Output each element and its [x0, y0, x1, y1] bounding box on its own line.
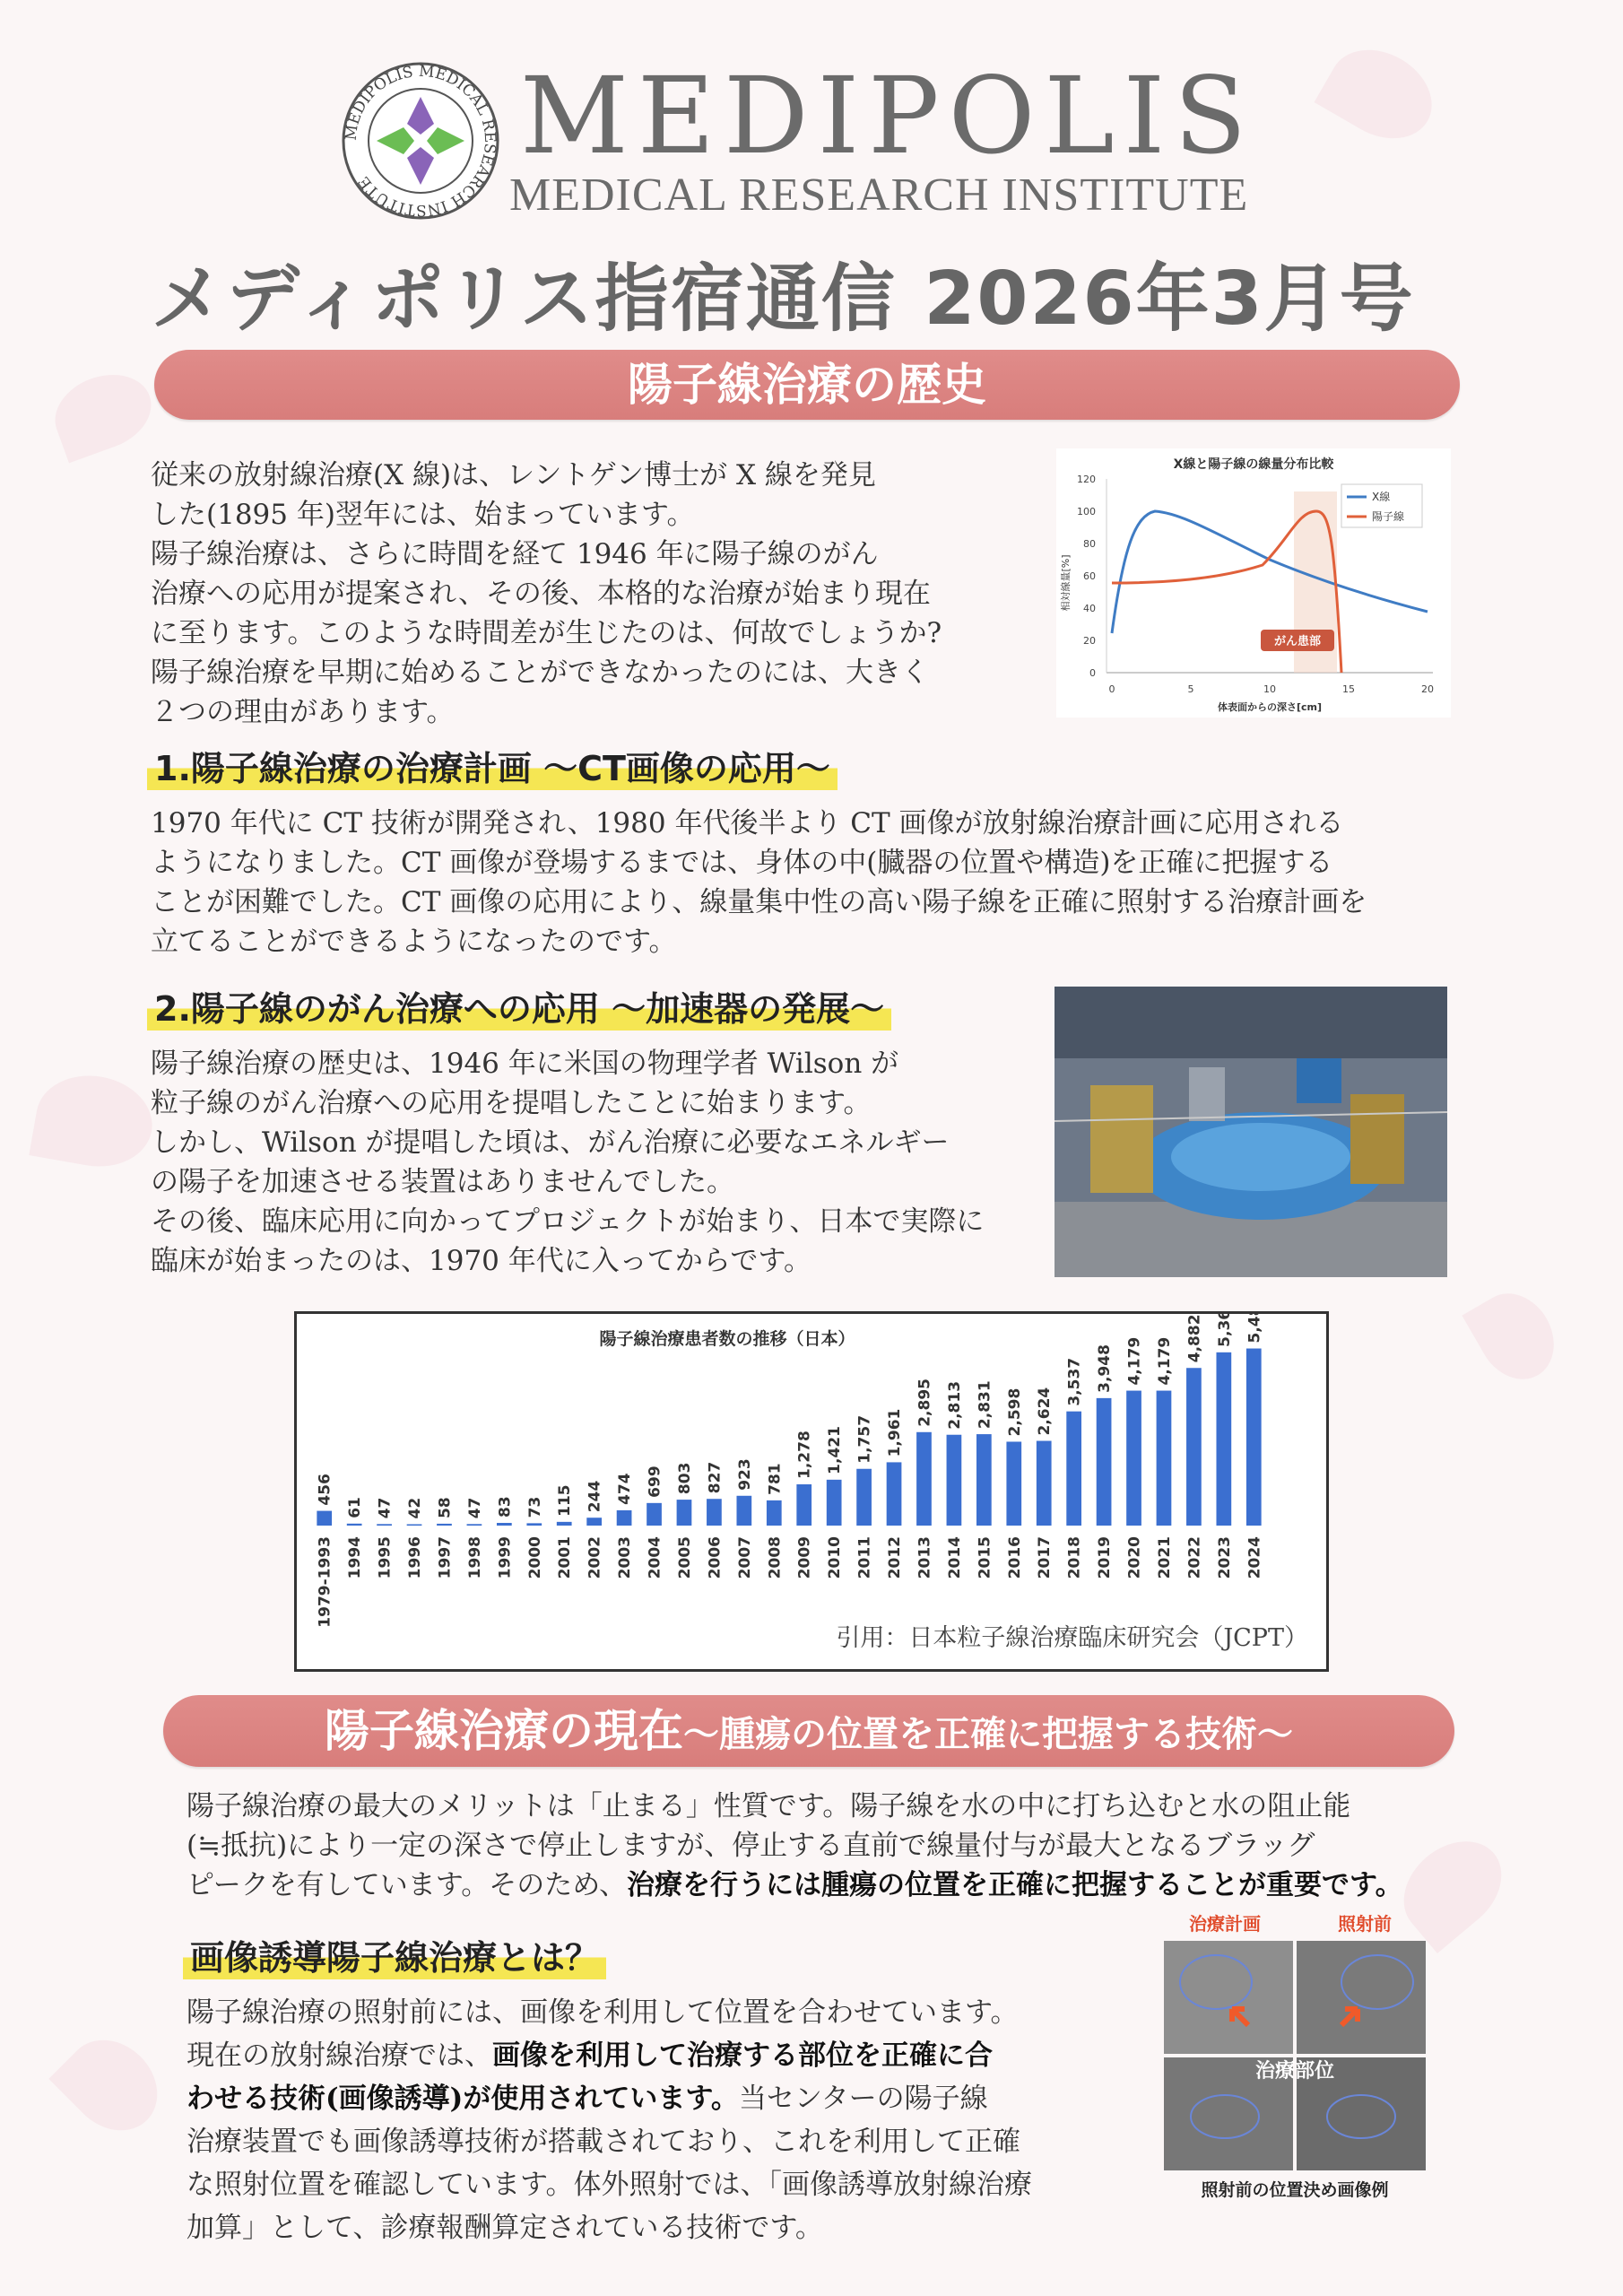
- text-line: 治療装置でも画像誘導技術が搭載されており、これを利用して正確: [187, 2126, 1020, 2158]
- data-label: 803: [675, 1462, 694, 1495]
- emphasis-text: 治療を行うには腫瘍の位置を正確に把握することが重要です。: [627, 1869, 1403, 1901]
- bar-2022: [1186, 1368, 1202, 1526]
- subsection-ct-text: [151, 804, 1478, 961]
- text-span: 当センターの陽子線: [738, 2083, 988, 2115]
- background-petal: [1462, 1280, 1568, 1394]
- brand-subtitle: MEDICAL RESEARCH INSTITUTE: [509, 170, 1249, 221]
- category-label: 2005: [675, 1536, 694, 1579]
- text-line: 陽子線治療の最大のメリットは「止まる」性質です。陽子線を水の中に打ち込むと水の阻止能: [187, 1790, 1351, 1822]
- text-line: に至ります。このような時間差が生じたのは、何故でしょうか?: [151, 617, 942, 649]
- text-line: した(1895 年)翌年には、始まっています。: [151, 499, 695, 531]
- x-tick: 5: [1187, 683, 1194, 695]
- category-label: 2020: [1125, 1536, 1144, 1579]
- bar-2010: [827, 1480, 842, 1526]
- y-tick: 100: [1077, 506, 1096, 517]
- category-label: 1997: [436, 1536, 455, 1579]
- data-label: 4,179: [1155, 1336, 1174, 1386]
- label-plan: 治療計画: [1189, 1913, 1261, 1935]
- text-line: の陽子を加速させる装置はありませんでした。: [151, 1166, 734, 1198]
- bar-2008: [767, 1500, 782, 1526]
- y-tick: 120: [1077, 474, 1096, 485]
- plan-image-top: [1164, 1941, 1293, 2054]
- bar-2024: [1246, 1349, 1262, 1526]
- y-tick: 80: [1083, 538, 1096, 550]
- subsection-accelerator-text: [151, 1044, 1047, 1281]
- data-label: 3,537: [1065, 1357, 1084, 1406]
- banner-sub-text: ～腫瘍の位置を正確に把握する技術～: [683, 1714, 1293, 1755]
- subsection-ct-heading: [147, 741, 838, 790]
- category-label: 2018: [1065, 1536, 1084, 1579]
- text-line: 粒子線のがん治療への応用を提唱したことに始まります。: [151, 1087, 872, 1119]
- label-before: 照射前: [1338, 1913, 1392, 1935]
- category-label: 2012: [886, 1536, 905, 1579]
- bar-2015: [976, 1434, 992, 1526]
- category-label: 2021: [1155, 1536, 1174, 1579]
- bar-2016: [1006, 1441, 1021, 1526]
- igpt-paragraph: [187, 1991, 1137, 2249]
- svg-text:MEDIPOLIS MEDICAL RESEARCH INS: MEDIPOLIS MEDICAL RESEARCH INSTITUTE: [342, 62, 499, 220]
- x-tick: 20: [1421, 683, 1434, 695]
- category-label: 2022: [1185, 1536, 1204, 1579]
- patient-count-chart: [294, 1311, 1329, 1672]
- intro-paragraph: [151, 456, 1047, 732]
- issue-title: メディポリス指宿通信 2026年3月号: [151, 257, 1415, 342]
- category-label: 2016: [1005, 1536, 1024, 1579]
- bar-1996: [407, 1524, 422, 1526]
- bar-2007: [736, 1496, 751, 1526]
- bar-2013: [916, 1432, 932, 1526]
- category-label: 1994: [346, 1536, 365, 1579]
- category-label: 2010: [826, 1536, 845, 1579]
- data-label: 5,485: [1245, 1314, 1264, 1344]
- category-label: 1979-1993: [316, 1536, 334, 1628]
- bar-2001: [557, 1522, 572, 1526]
- bar-2014: [947, 1435, 962, 1526]
- category-label: 2017: [1036, 1536, 1055, 1579]
- bar-2018: [1066, 1412, 1081, 1526]
- bar-2004: [647, 1503, 662, 1526]
- dose-distribution-chart: [1056, 448, 1451, 718]
- chart-source: 引用：日本粒子線治療臨床研究会（JCPT）: [836, 1624, 1308, 1652]
- heading-text: 1.陽子線治療の治療計画 ～CT画像の応用～: [147, 741, 838, 790]
- data-label: 2,895: [916, 1378, 934, 1427]
- accelerator-photo: [1055, 987, 1447, 1277]
- text-span: ピークを有しています。そのため、: [187, 1869, 628, 1901]
- label-target: 治療部位: [1254, 2060, 1335, 2083]
- bar-2003: [617, 1510, 632, 1526]
- text-line: 治療への応用が提案され、その後、本格的な治療が始まり現在: [151, 578, 931, 610]
- data-label: 1,421: [826, 1426, 845, 1474]
- category-label: 2019: [1096, 1536, 1115, 1579]
- data-label: 5,366: [1215, 1314, 1234, 1347]
- tumor-label: がん患部: [1273, 635, 1322, 648]
- category-label: 2003: [616, 1536, 635, 1579]
- y-tick: 0: [1089, 667, 1096, 679]
- x-tick: 0: [1108, 683, 1115, 695]
- text-line: その後、臨床応用に向かってプロジェクトが始まり、日本で実際に: [151, 1205, 985, 1238]
- institute-logo: [341, 61, 500, 221]
- legend-proton: 陽子線: [1372, 510, 1405, 523]
- y-tick: 40: [1083, 603, 1096, 614]
- category-label: 2011: [855, 1536, 874, 1579]
- background-petal: [1315, 32, 1448, 156]
- image-caption: 照射前の位置決め画像例: [1201, 2180, 1389, 2200]
- data-label: 2,598: [1005, 1387, 1024, 1437]
- category-label: 2000: [525, 1536, 544, 1579]
- text-line: 加算」として、診療報酬算定されている技術です。: [187, 2212, 823, 2244]
- category-label: 1995: [376, 1536, 395, 1579]
- category-label: 2002: [586, 1536, 604, 1579]
- category-label: 2006: [706, 1536, 725, 1579]
- image-guidance-example: [1162, 1910, 1428, 2205]
- category-label: 1998: [465, 1536, 484, 1579]
- data-label: 61: [346, 1497, 365, 1518]
- x-tick: 15: [1342, 683, 1355, 695]
- category-label: 1996: [406, 1536, 425, 1579]
- text-line: (≒抵抗)により一定の深さで停止しますが、停止する直前で線量付与が最大となるブラッグ: [187, 1830, 1315, 1862]
- x-tick: 10: [1263, 683, 1276, 695]
- data-label: 4,179: [1125, 1336, 1144, 1386]
- text-line: 陽子線治療は、さらに時間を経て 1946 年に陽子線のがん: [151, 538, 879, 570]
- text-line: しかし、Wilson が提唱した頃は、がん治療に必要なエネルギー: [151, 1126, 950, 1159]
- category-label: 2013: [916, 1536, 934, 1579]
- data-label: 474: [616, 1473, 635, 1505]
- data-label: 2,831: [976, 1380, 994, 1430]
- text-span: 現在の放射線治療では、: [187, 2039, 492, 2072]
- subsection-igpt-heading: [183, 1930, 606, 1979]
- y-tick: 60: [1083, 570, 1096, 582]
- xray-dose-curve: [1112, 511, 1428, 633]
- text-line: 1970 年代に CT 技術が開発され、1980 年代後半より CT 画像が放射線治療計画に応用される: [151, 807, 1344, 839]
- bar-1979-1993: [317, 1511, 332, 1526]
- background-petal: [48, 2022, 175, 2148]
- dose-chart-title: X線と陽子線の線量分布比較: [1173, 457, 1334, 472]
- background-petal: [45, 362, 162, 464]
- section-banner-history: 陽子線治療の歴史: [154, 350, 1460, 420]
- bar-2020: [1126, 1391, 1141, 1526]
- emphasis-text: わせる技術(画像誘導)が使用されています。: [187, 2083, 739, 2115]
- y-tick: 20: [1083, 635, 1096, 647]
- text-line: 立てることができるようになったのです。: [151, 926, 677, 958]
- data-label: 1,278: [795, 1431, 814, 1479]
- text-line: [187, 1866, 1469, 1905]
- data-label: 2,813: [945, 1380, 964, 1430]
- data-label: 47: [376, 1497, 395, 1519]
- bar-2011: [856, 1469, 872, 1526]
- category-label: 2014: [945, 1536, 964, 1579]
- category-label: 2001: [556, 1536, 575, 1579]
- heading-text: 2.陽子線のがん治療への応用 ～加速器の発展～: [147, 981, 891, 1031]
- category-label: 2024: [1245, 1536, 1264, 1579]
- data-label: 923: [735, 1458, 754, 1491]
- data-label: 73: [525, 1496, 544, 1518]
- data-label: 1,757: [855, 1414, 874, 1464]
- data-label: 3,948: [1096, 1344, 1115, 1393]
- category-label: 2009: [795, 1536, 814, 1579]
- category-label: 2008: [766, 1536, 785, 1579]
- emphasis-text: 画像を利用して治療する部位を正確に合: [492, 2039, 993, 2072]
- data-label: 827: [706, 1461, 725, 1494]
- bar-2012: [887, 1462, 902, 1526]
- text-line: [187, 2034, 1137, 2077]
- text-line: 陽子線治療の歴史は、1946 年に米国の物理学者 Wilson が: [151, 1048, 899, 1080]
- text-line: ようになりました。CT 画像が登場するまでは、身体の中(臓器の位置や構造)を正確に把握する: [151, 847, 1333, 879]
- bar-1999: [497, 1523, 512, 1526]
- section-banner-present: [163, 1695, 1454, 1767]
- bar-2021: [1157, 1391, 1172, 1526]
- text-line: 陽子線治療を早期に始めることができなかったのには、大きく: [151, 657, 929, 689]
- text-line: 従来の放射線治療(X 線)は、レントゲン博士が X 線を発見: [151, 459, 876, 491]
- bar-2023: [1216, 1352, 1231, 1526]
- data-label: 1,961: [886, 1408, 905, 1457]
- background-petal: [29, 1066, 159, 1175]
- text-line: ２つの理由があります。: [151, 696, 455, 728]
- category-label: 2007: [735, 1536, 754, 1579]
- bar-1995: [377, 1524, 392, 1526]
- category-label: 2004: [646, 1536, 664, 1579]
- data-label: 4,882: [1185, 1314, 1204, 1363]
- legend-xray: X線: [1372, 491, 1391, 503]
- text-line: 臨床が始まったのは、1970 年代に入ってからです。: [151, 1245, 812, 1277]
- bar-2019: [1097, 1398, 1112, 1526]
- bar-2017: [1037, 1441, 1052, 1526]
- text-line: [187, 2077, 1137, 2120]
- bar-2000: [526, 1523, 542, 1526]
- bar-2009: [796, 1484, 812, 1526]
- text-line: な照射位置を確認しています。体外照射では、「画像誘導放射線治療: [187, 2169, 1033, 2201]
- data-label: 47: [465, 1497, 484, 1519]
- data-label: 2,624: [1036, 1387, 1055, 1436]
- data-label: 456: [316, 1474, 334, 1506]
- heading-text: 画像誘導陽子線治療とは？: [183, 1930, 606, 1979]
- bar-1998: [467, 1524, 482, 1526]
- data-label: 699: [646, 1465, 664, 1498]
- data-label: 115: [556, 1484, 575, 1517]
- data-label: 83: [496, 1496, 515, 1518]
- bar-2005: [677, 1500, 692, 1526]
- brand-name: MEDIPOLIS: [520, 54, 1256, 178]
- data-label: 244: [586, 1480, 604, 1513]
- bar-1997: [437, 1524, 452, 1526]
- category-label: 1999: [496, 1536, 515, 1579]
- dose-chart-ylabel: 相対線量[%]: [1060, 554, 1072, 612]
- category-label: 2015: [976, 1536, 994, 1579]
- subsection-accelerator-heading: [147, 981, 891, 1031]
- dose-chart-xlabel: 体表面からの深さ[cm]: [1217, 701, 1323, 713]
- text-line: 陽子線治療の照射前には、画像を利用して位置を合わせています。: [187, 1996, 1019, 2029]
- data-label: 42: [406, 1497, 425, 1519]
- chart-title: 陽子線治療患者数の推移（日本）: [599, 1329, 855, 1349]
- bar-2002: [586, 1518, 602, 1526]
- bar-1994: [347, 1524, 362, 1526]
- text-line: ことが困難でした。CT 画像の応用により、線量集中性の高い陽子線を正確に照射する治療計画を: [151, 886, 1367, 918]
- present-paragraph: [187, 1787, 1469, 1905]
- bar-2006: [707, 1499, 722, 1526]
- category-label: 2023: [1215, 1536, 1234, 1579]
- data-label: 781: [766, 1463, 785, 1495]
- banner-main-text: 陽子線治療の現在: [325, 1705, 683, 1757]
- data-label: 58: [436, 1497, 455, 1518]
